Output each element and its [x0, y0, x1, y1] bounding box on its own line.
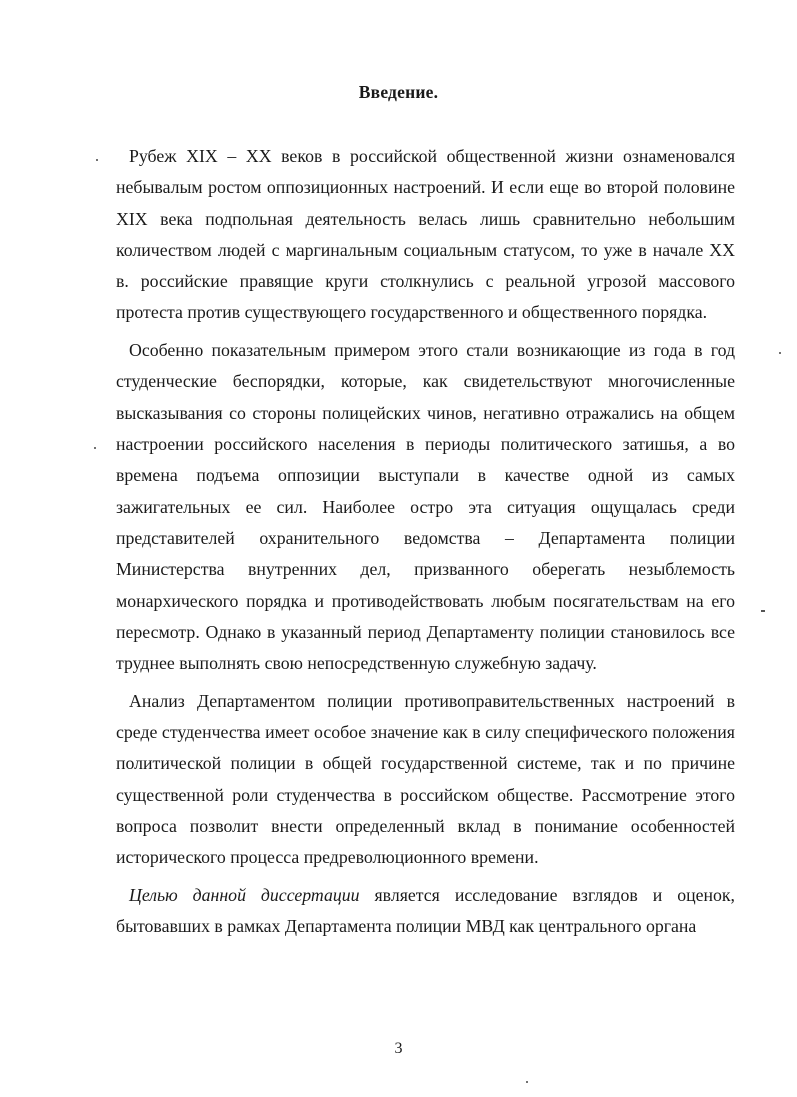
italic-lead-phrase: Целью данной диссертации [129, 885, 360, 905]
paragraph-1: Рубеж XIX – XX веков в российской общественной жизни ознаменовался небывалым ростом оппозиционных настроений. И если еще во второй половине XIX века подпольная деятельность велась лишь сравнительно небольшим количеством людей с маргинальным социальным статусом, то уже в начале XX в. российские правящие круги столкнулись с реальной угрозой массового протеста против существующего государственного и общественного порядка. [116, 146, 735, 323]
scan-mark [761, 610, 765, 612]
paragraph-3: Анализ Департаментом полиции противоправительственных настроений в среде студенчества имеет особое значение как в силу специфического положения политической полиции в общей государственной системе, так и по причине существенной роли студенчества в российском обществе. Рассмотрение этого вопроса позволит внести определенный вклад в понимание особенностей исторического процесса предреволюционного времени. [116, 690, 735, 868]
paragraph-4 [116, 880, 735, 943]
page-number: 3 [394, 1040, 403, 1057]
scan-speck [526, 1081, 528, 1083]
paragraph-4-text: является исследование взглядов и оценок, бытовавших в рамках Департамента полиции МВД как центрального органа [116, 885, 735, 937]
scan-speck [779, 352, 781, 354]
paragraph-2: Особенно показательным примером этого стали возникающие из года в год студенческие беспорядки, которые, как свидетельствуют многочисленные высказывания со стороны полицейских чинов, негативно отражались на общем настроении российского населения в периоды политического затишья, а во времена подъема оппозиции выступали в качестве одной из самых зажигательных ее сил. Наиболее остро эта ситуация ощущалась среди представителей охранительного ведомства – Департамента полиции Министерства внутренних дел, призванного оберегать незыблемость монархического порядка и противодействовать любым посягательствам на его пересмотр. Однако в указанный период Департаменту полиции становилось все труднее выполнять свою непосредственную служебную задачу. [116, 340, 735, 674]
section-heading: Введение. [358, 82, 439, 102]
scan-speck [96, 159, 98, 161]
body-text [116, 141, 735, 949]
scan-speck [94, 447, 96, 449]
